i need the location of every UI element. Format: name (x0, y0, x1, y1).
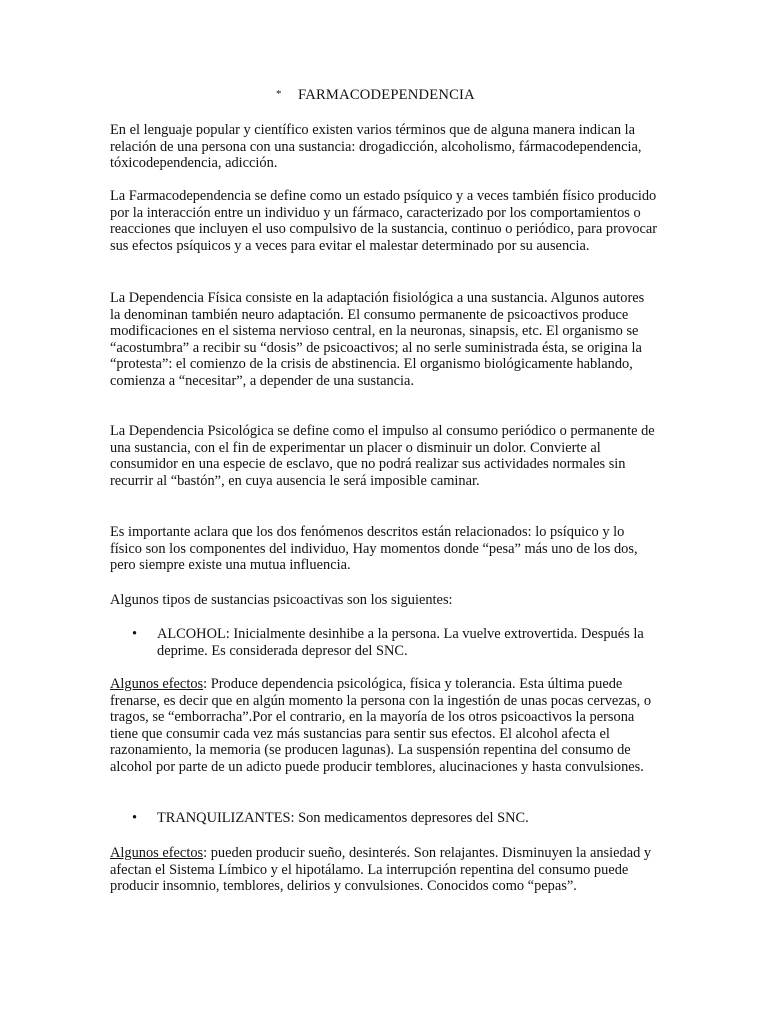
paragraph-dependencia-fisica: La Dependencia Física consiste en la adaptación fisiológica a una sustancia. Algunos autores la denominan también neuro adaptación. El consumo permanente de psicoactivos produce modificaciones en el sistema nervioso central, en la neuronas, sinapsis, etc. El organismo se “acostumbra” a recibir su “dosis” de psicoactivos; al no serle suministrada ésta, se origina la “protesta”: el comienzo de la crisis de abstinencia. El organismo biológicamente hablando, comienza a “necesitar”, a depender de una sustancia. (110, 290, 645, 389)
list-item-text: TRANQUILIZANTES: Son medicamentos depresores del SNC. (157, 810, 529, 826)
effects-text: : pueden producir sueño, desinterés. Son relajantes. Disminuyen la ansiedad y afectan el Sistema Límbico y el hipotálamo. La interrupción repentina del consumo puede producir insomnio, temblores, delirios y convulsiones. Conocidos como “pepas”. (110, 845, 652, 895)
paragraph-tipos: Algunos tipos de sustancias psicoactivas son los siguientes: (110, 592, 453, 608)
paragraph-efectos-tranquilizantes (110, 845, 658, 895)
paragraph-efectos-alcohol (110, 676, 658, 776)
effects-text: : Produce dependencia psicológica, física y tolerancia. Esta última puede frenarse, es decir que en algún momento la persona con la ingestión de unas pocas cervezas, o tragos, se “emborracha”.Por el contrario, en la mayoría de los otros psicoactivos la persona tiene que consumir cada vez más sustancias para sentir sus efectos. El alcohol afecta el razonamiento, la memoria (se producen lagunas). La suspensión repentina del consumo de alcohol por parte de un adicto puede producir temblores, alucinaciones y hasta convulsiones. (110, 676, 652, 775)
paragraph-farmacodependencia: La Farmacodependencia se define como un estado psíquico y a veces también físico producido por la interacción entre un individuo y un fármaco, caracterizado por los comportamientos o reacciones que incluyen el uso compulsivo de la sustancia, continuo o periódico, para provocar sus efectos psíquicos y a veces para evitar el malestar determinado por su ausencia. (110, 188, 658, 254)
document-title (276, 86, 475, 104)
bullet-icon: • (132, 626, 138, 642)
paragraph-dependencia-psicologica: La Dependencia Psicológica se define como el impulso al consumo periódico o permanente de una sustancia, con el fin de experimentar un placer o disminuir un dolor. Convierte al consumidor en una especie de esclavo, que no podrá realizar sus actividades normales sin recurrir al “bastón”, en cuya ausencia le será imposible caminar. (110, 423, 655, 489)
title-asterisk-icon: * (276, 88, 282, 100)
effects-label: Algunos efectos (110, 845, 204, 861)
paragraph-relacion: Es importante aclara que los dos fenómenos descritos están relacionados: lo psíquico y lo físico son los componentes del individuo, Hay momentos donde “pesa” más uno de los dos, pero siempre existe una mutua influencia. (110, 524, 638, 574)
list-item-alcohol (132, 626, 652, 659)
effects-label: Algunos efectos (110, 676, 204, 692)
bullet-icon: • (132, 810, 138, 826)
list-item-tranquilizantes (132, 810, 652, 827)
list-item-text: ALCOHOL: Inicialmente desinhibe a la persona. La vuelve extrovertida. Después la deprime. Es considerada depresor del SNC. (157, 626, 644, 659)
paragraph-intro: En el lenguaje popular y científico existen varios términos que de alguna manera indican la relación de una persona con una sustancia: drogadicción, alcoholismo, fármacodependencia, tóxicodependencia, adicción. (110, 122, 642, 172)
title-text: FARMACODEPENDENCIA (298, 87, 475, 103)
